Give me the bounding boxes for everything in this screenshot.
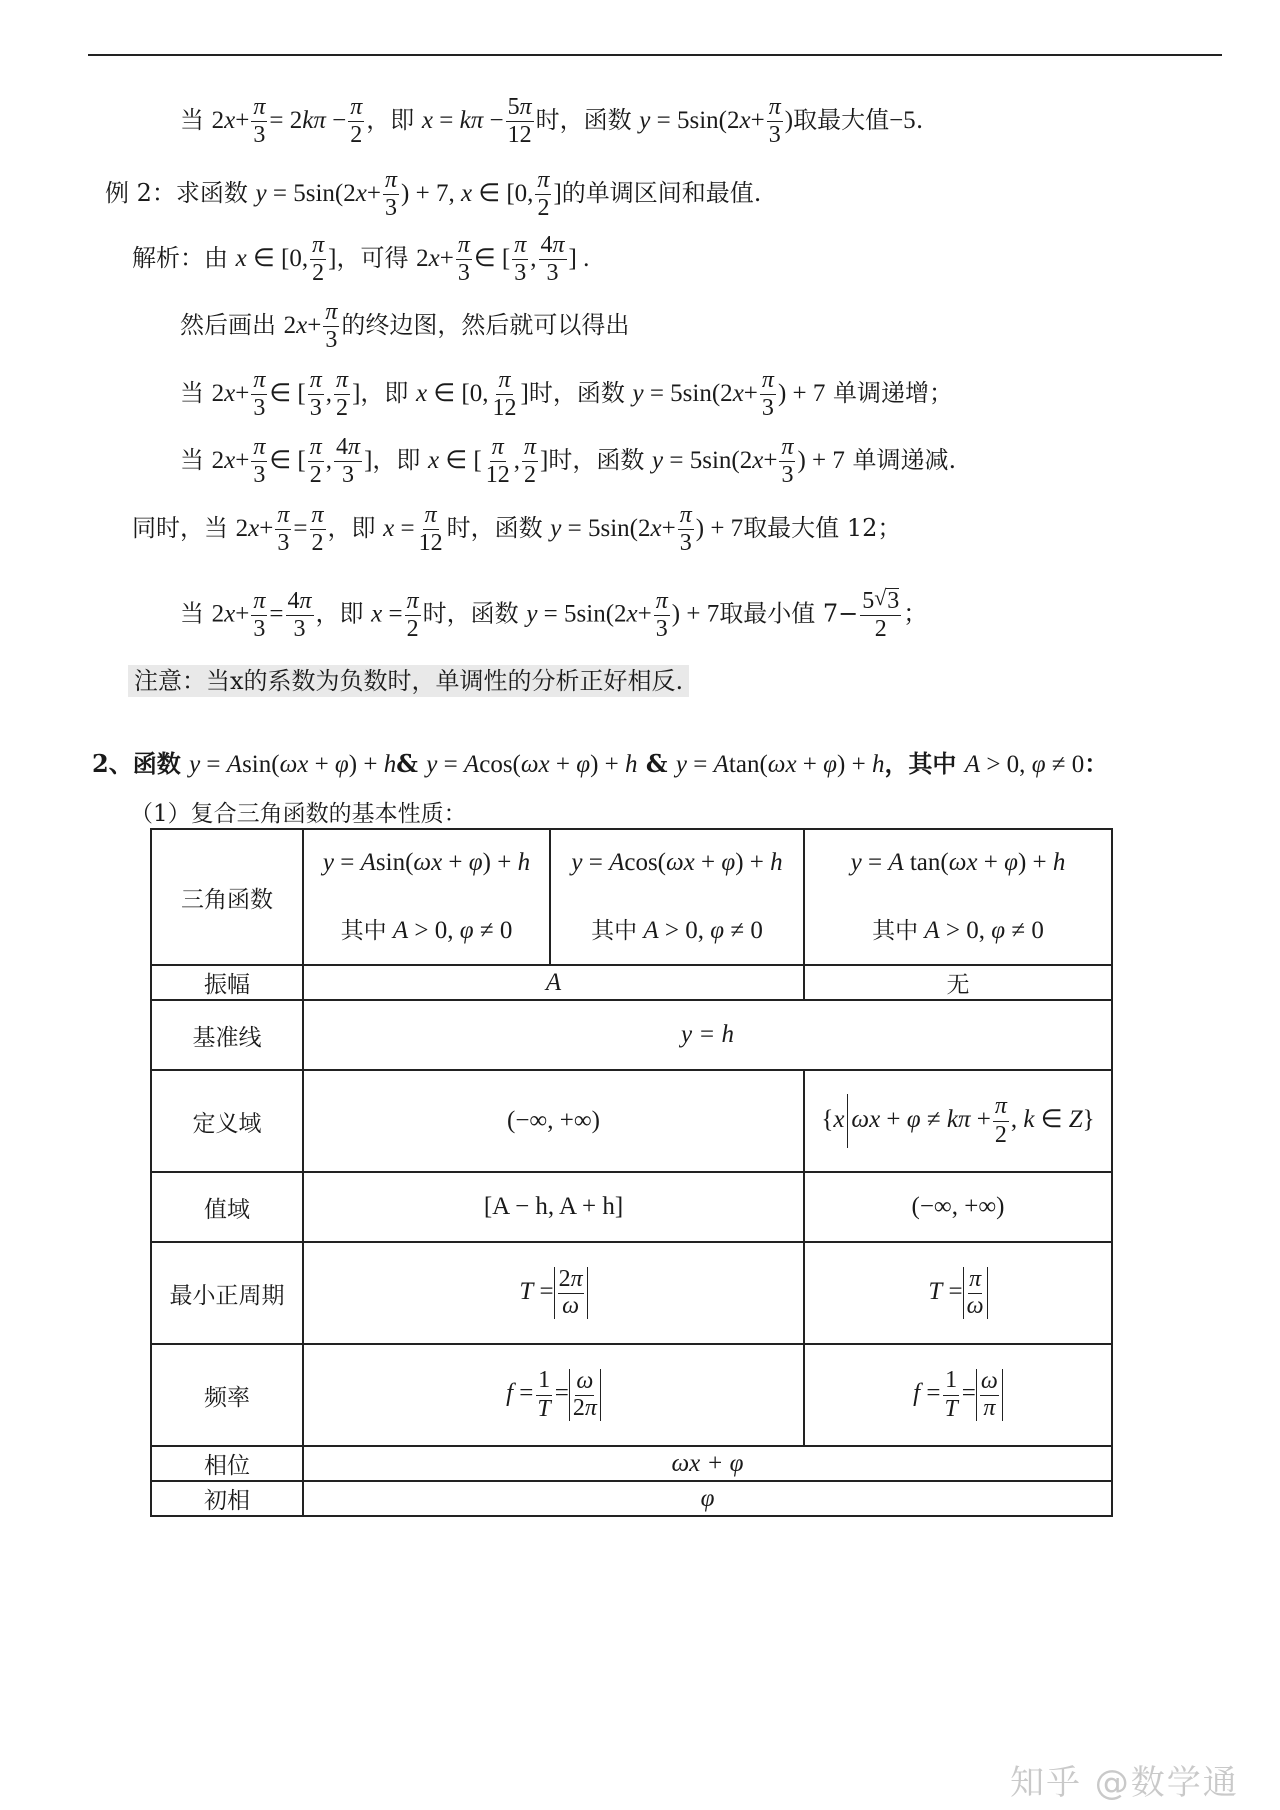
case-max-line: 当 2x+ $\frac{\pi}{3}$ = 2kπ − $\frac{\pi}{2}$ ，即 x = kπ − $\frac{5\pi}{12}$ 时，函数 y = 5sin(2x+ $\frac{\pi}{3}$ )取最大值−5. xyxy=(180,94,924,149)
increasing-case: 当 2x+ $\frac{\pi}{3}$ ∈ [ $\frac{\pi}{3}$ , $\frac{\pi}{2}$ ]，即 x ∈ [0, $\frac{\pi}{12}$ ]时，函数 y = 5sin(2x+ $\frac{\pi}{3}$ ) + 7 单调递增； xyxy=(180,367,954,422)
row-label: 振幅 xyxy=(151,965,303,1000)
cell-all: ωx + φ xyxy=(303,1446,1112,1481)
cell-tan: (−∞, +∞) xyxy=(804,1172,1112,1242)
row-label: 基准线 xyxy=(151,1000,303,1070)
watermark: 知乎 @数学通 xyxy=(1010,1763,1239,1803)
row-label: 频率 xyxy=(151,1344,303,1446)
cell-sin: y = Asin(ωx + φ) + h 其中 A > 0, φ ≠ 0 xyxy=(303,829,550,965)
cell-tan: T = $\frac{\pi}{\omega}$ xyxy=(804,1242,1112,1344)
cell-tan: {x ωx + φ ≠ kπ + $\frac{\pi}{2}$ , k ∈ Z} xyxy=(804,1070,1112,1172)
cell-merged: (−∞, +∞) xyxy=(303,1070,804,1172)
cell-tan: y = A tan(ωx + φ) + h 其中 A > 0, φ ≠ 0 xyxy=(804,829,1112,965)
cell-tan: f = $\frac{1}{T}$ = $\frac{\omega}{\pi}$ xyxy=(804,1344,1112,1446)
table-row xyxy=(151,1070,1112,1172)
row-label: 最小正周期 xyxy=(151,1242,303,1344)
subsection-1: （1）复合三角函数的基本性质： xyxy=(130,801,467,827)
table-row xyxy=(151,829,1112,965)
row-label: 初相 xyxy=(151,1481,303,1516)
table-row xyxy=(151,1000,1112,1070)
table-row xyxy=(151,1446,1112,1481)
cell-cos: y = Acos(ωx + φ) + h 其中 A > 0, φ ≠ 0 xyxy=(550,829,804,965)
cell-merged: A xyxy=(303,965,804,1000)
note: 注意：当x的系数为负数时，单调性的分析正好相反. xyxy=(128,665,689,697)
table-row xyxy=(151,1344,1112,1446)
decreasing-case: 当 2x+ $\frac{\pi}{3}$ ∈ [ $\frac{\pi}{2}$ , $\frac{4\pi}{3}$ ]，即 x ∈ [ $\frac{\pi}{12}$ , $\frac{\pi}{2}$ ]时，函数 y = 5sin(2x+ $\frac{\pi}{3}$ ) + 7 单调递减. xyxy=(180,434,957,489)
solution-draw: 然后画出 2x+ $\frac{\pi}{3}$ 的终边图，然后就可以得出 xyxy=(180,299,630,354)
row-label: 相位 xyxy=(151,1446,303,1481)
table-row xyxy=(151,1172,1112,1242)
cell-all: y = h xyxy=(303,1000,1112,1070)
min-value-case: 当 2x+ $\frac{\pi}{3}$ = $\frac{4\pi}{3}$ ，即 x = $\frac{\pi}{2}$ 时，函数 y = 5sin(2x+ $\frac{\pi}{3}$ ) + 7取最小值 7− $\frac{5√ 3}{2}$ ； xyxy=(180,588,927,642)
row-label: 定义域 xyxy=(151,1070,303,1172)
max-value-case: 同时，当 2x+ $\frac{\pi}{3}$ = $\frac{\pi}{2}$ ，即 x = $\frac{\pi}{12}$ 时，函数 y = 5sin(2x+ $\frac{\pi}{3}$ ) + 7取最大值 12； xyxy=(132,502,902,557)
table-row xyxy=(151,1242,1112,1344)
row-label: 三角函数 xyxy=(151,829,303,965)
table-row xyxy=(151,965,1112,1000)
cell-tan: 无 xyxy=(804,965,1112,1000)
cell-all: φ xyxy=(303,1481,1112,1516)
cell-merged: [A − h, A + h] xyxy=(303,1172,804,1242)
cell-merged: T = $\frac{2\pi}{\omega}$ xyxy=(303,1242,804,1344)
solution-intro: 解析：由 x ∈ [0, $\frac{\pi}{2}$ ]，可得 2x+ $\frac{\pi}{3}$ ∈ [ $\frac{\pi}{3}$ , $\frac{4\pi}{3}$ ] . xyxy=(132,232,590,287)
row-label: 值域 xyxy=(151,1172,303,1242)
properties-table xyxy=(150,828,1113,1517)
example-2: 例 2：求函数 y = 5sin(2x+ $\frac{\pi}{3}$ ) + 7, x ∈ [0, $\frac{\pi}{2}$ ]的单调区间和最值. xyxy=(105,167,762,222)
header-rule xyxy=(88,54,1222,56)
table-row xyxy=(151,1481,1112,1516)
section-2-heading: 2、函数 y = Asin(ωx + φ) + h& y = Acos(ωx + φ) + h & y = Atan(ωx + φ) + h，其中 A > 0, φ ≠ 0： xyxy=(92,749,1109,778)
cell-merged: f = $\frac{1}{T}$ = $\frac{\omega}{2\pi}$ xyxy=(303,1344,804,1446)
